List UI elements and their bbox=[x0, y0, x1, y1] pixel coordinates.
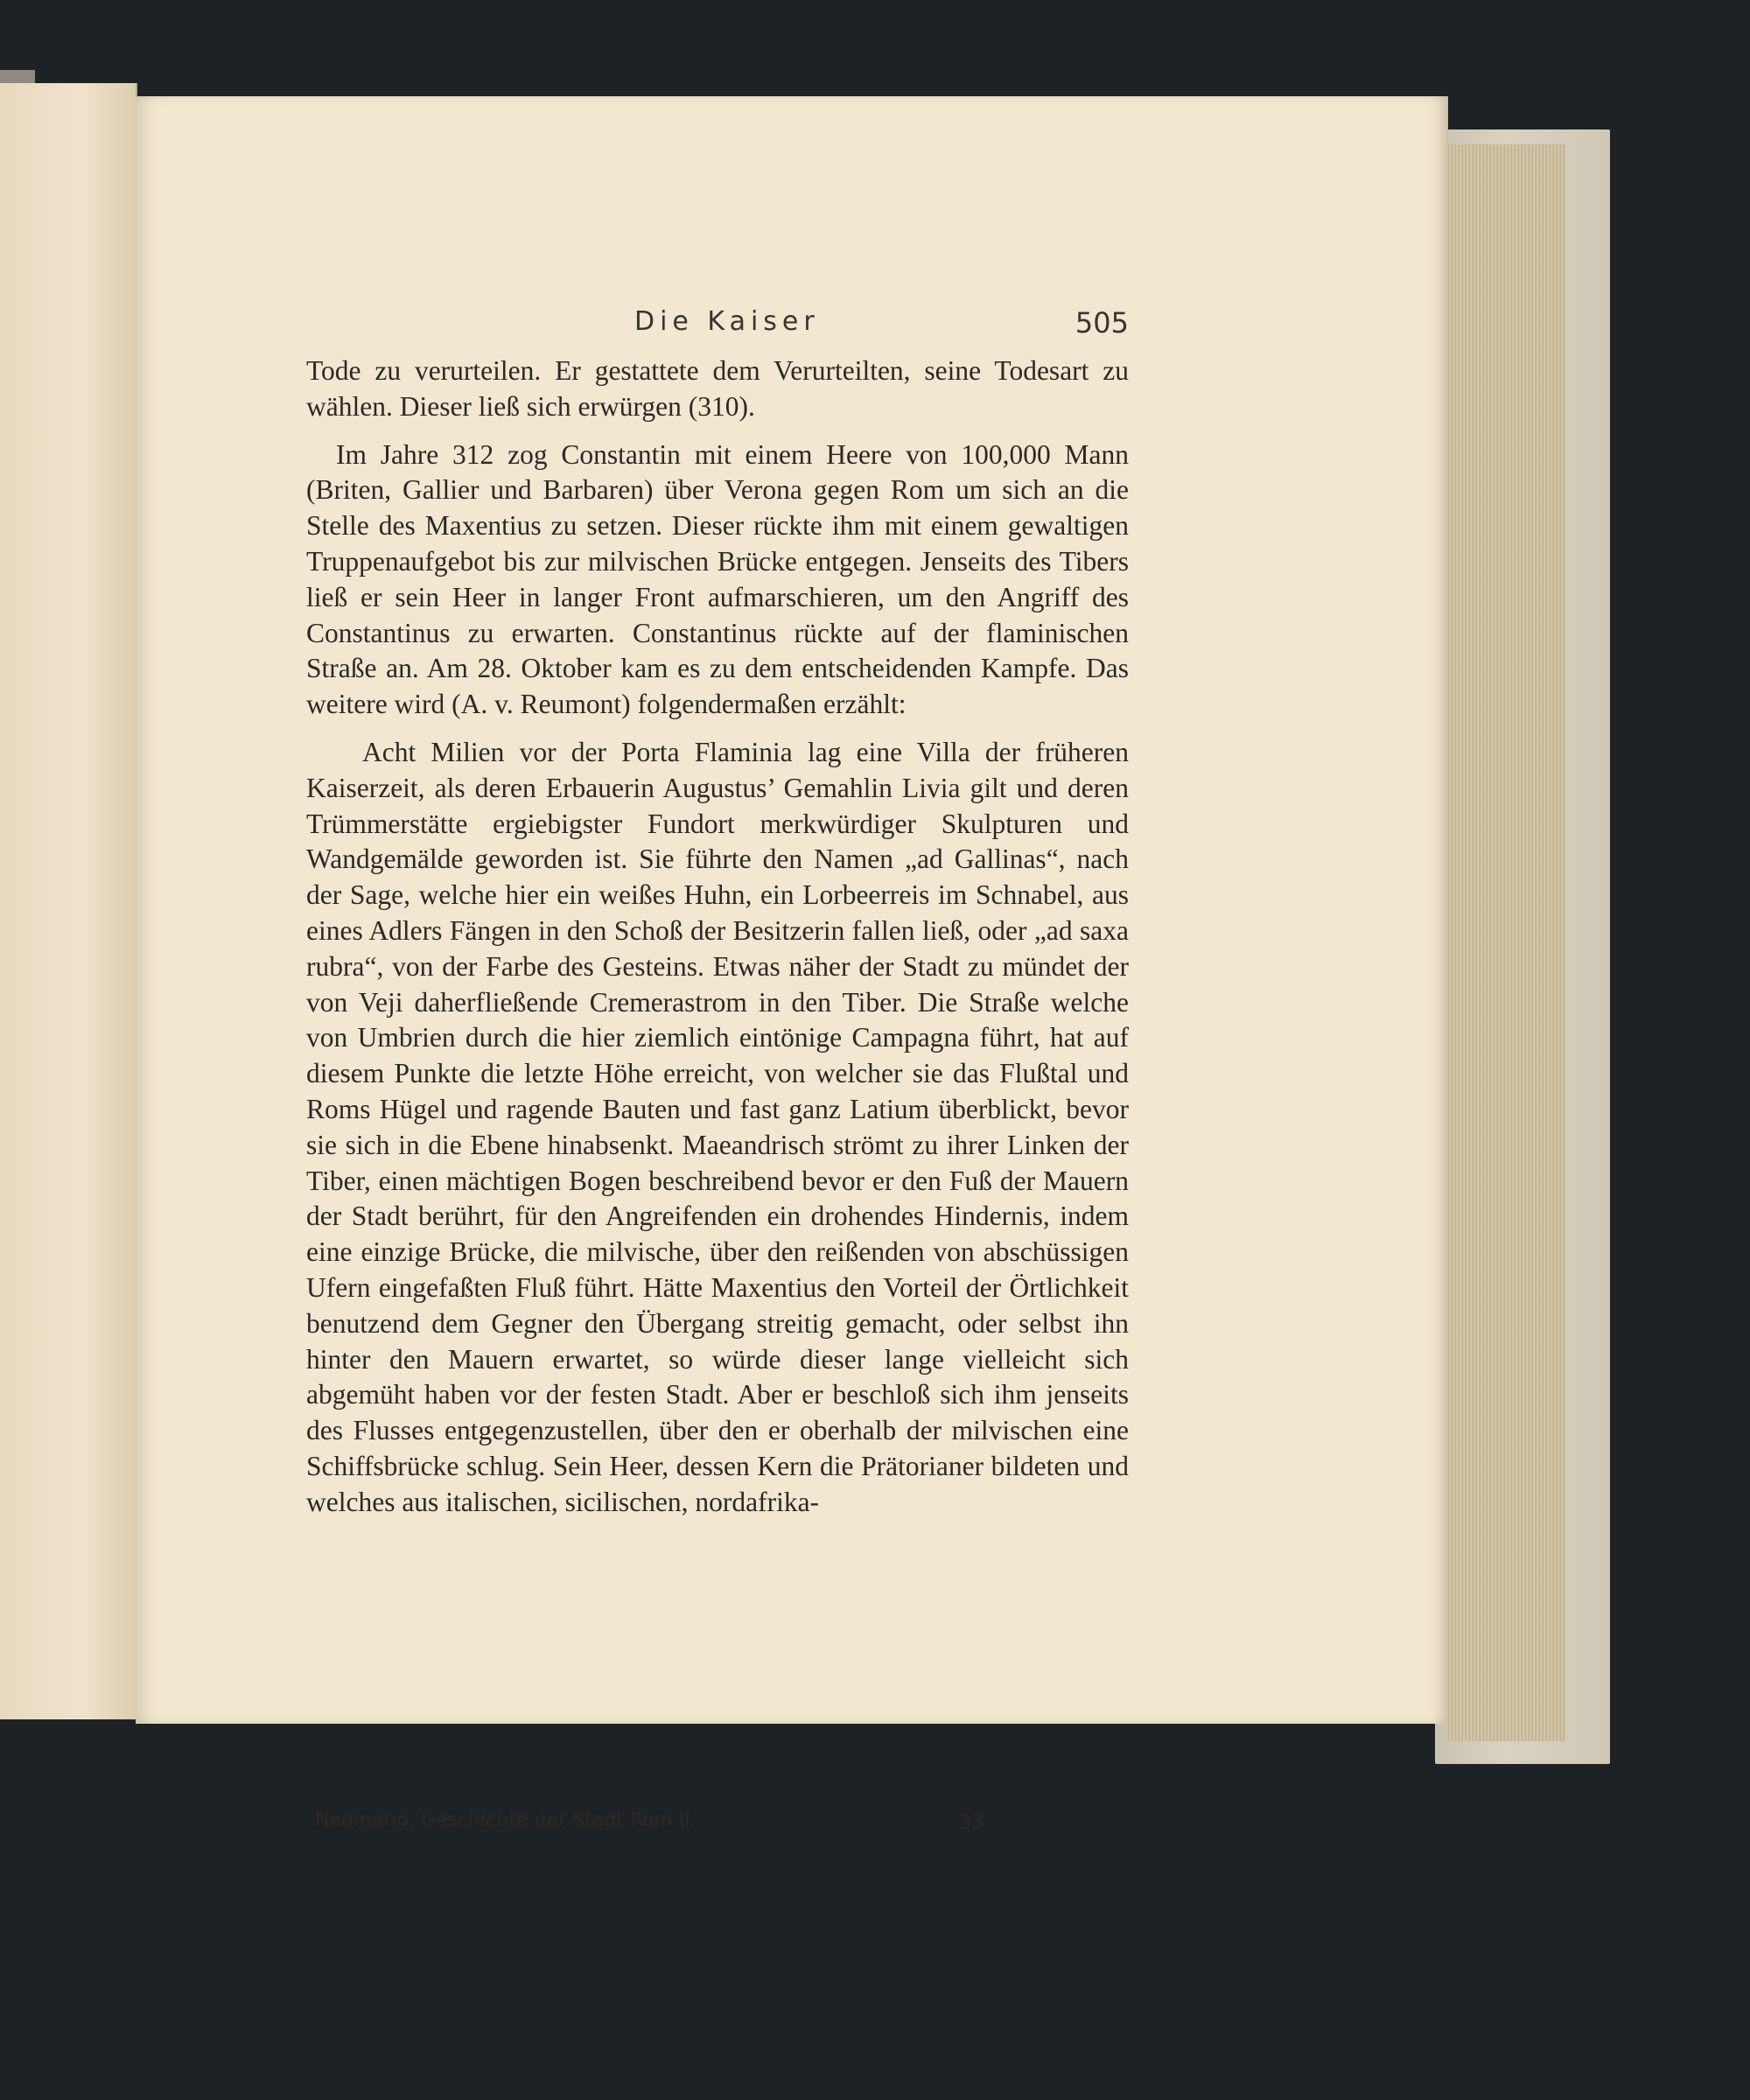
text-block bbox=[306, 306, 1129, 1834]
paragraph-1: Tode zu verurteilen. Er gestattete dem Verurteilten, seine Todesart zu wählen. Dieser ließ sich erwürgen (310). bbox=[306, 355, 1129, 422]
running-head: Die Kaiser bbox=[634, 306, 820, 337]
page-edges bbox=[1448, 144, 1566, 1741]
paragraph-3: Acht Milien vor der Porta Flaminia lag eine Villa der früheren Kaiserzeit, als deren Erbauerin Augustus’ Gemahlin Livia gilt und deren Trümmerstätte ergiebigster Fundort merkwürdiger Skulpturen und Wandgemälde geworden ist. Sie führte den Namen „ad Gallinas“, nach der Sage, welche hier ein weißes Huhn, ein Lorbeerreis im Schnabel, aus eines Adlers Fängen in den Schoß der Besitzerin fallen ließ, oder „ad saxa rubra“, von der Farbe des Gesteins. Etwas näher der Stadt zu mündet der von Veji daherfließende Cremerastrom in den Tiber. Die Straße welche von Umbrien durch die hier ziemlich eintönige Campagna führt, hat auf diesem Punkte die letzte Höhe erreicht, von welcher sie das Flußtal und Roms Hügel und ragende Bauten und fast ganz Latium überblickt, bevor sie sich in die Ebene hinabsenkt. Maeandrisch strömt zu ihrer Linken der Tiber, einen mächtigen Bogen beschreibend bevor er den Fuß der Mauern der Stadt berührt, für den Angreifenden ein drohendes Hindernis, indem eine einzige Brücke, die milvische, über den reißenden von abschüssigen Ufern eingefaßten Fluß führt. Hätte Maxentius den Vorteil der Örtlichkeit benutzend dem Gegner den Übergang streitig gemacht, oder selbst ihn hinter den Mauern erwartet, so würde dieser lange vielleicht sich abgemüht haben vor der festen Stadt. Aber er beschloß sich ihm jenseits des Flusses entgegenzustellen, über den er oberhalb der milvischen eine Schiffsbrücke schlug. Sein Heer, dessen Kern die Prätorianer bildeten und welches aus italischen, sicilischen, nordafrika- bbox=[306, 736, 1129, 1517]
page-number: 505 bbox=[1074, 306, 1129, 340]
paragraph-2: Im Jahre 312 zog Constantin mit einem Heere von 100,000 Mann (Briten, Gallier und Barbaren) über Verona gegen Rom um sich an die Stelle des Maxentius zu setzen. Dieser rückte ihm mit einem gewaltigen Truppenaufgebot bis zur milvischen Brücke entgegen. Jenseits des Tibers ließ er sein Heer in langer Front aufmarschieren, um den Angriff des Constantinus zu erwarten. Constantinus rückte auf der flaminischen Straße an. Am 28. Oktober kam es zu dem entscheidenden Kampfe. Das weitere wird (A. v. Reumont) folgendermaßen erzählt: bbox=[306, 438, 1129, 720]
page-footer bbox=[306, 1810, 1129, 1844]
signature-mark: 33 bbox=[958, 1810, 985, 1834]
page-header bbox=[306, 306, 1129, 359]
footer-book-title: Neomario, Geschichte der Stadt Rom II. bbox=[315, 1810, 696, 1831]
left-page bbox=[0, 83, 137, 1719]
right-page bbox=[136, 96, 1448, 1834]
